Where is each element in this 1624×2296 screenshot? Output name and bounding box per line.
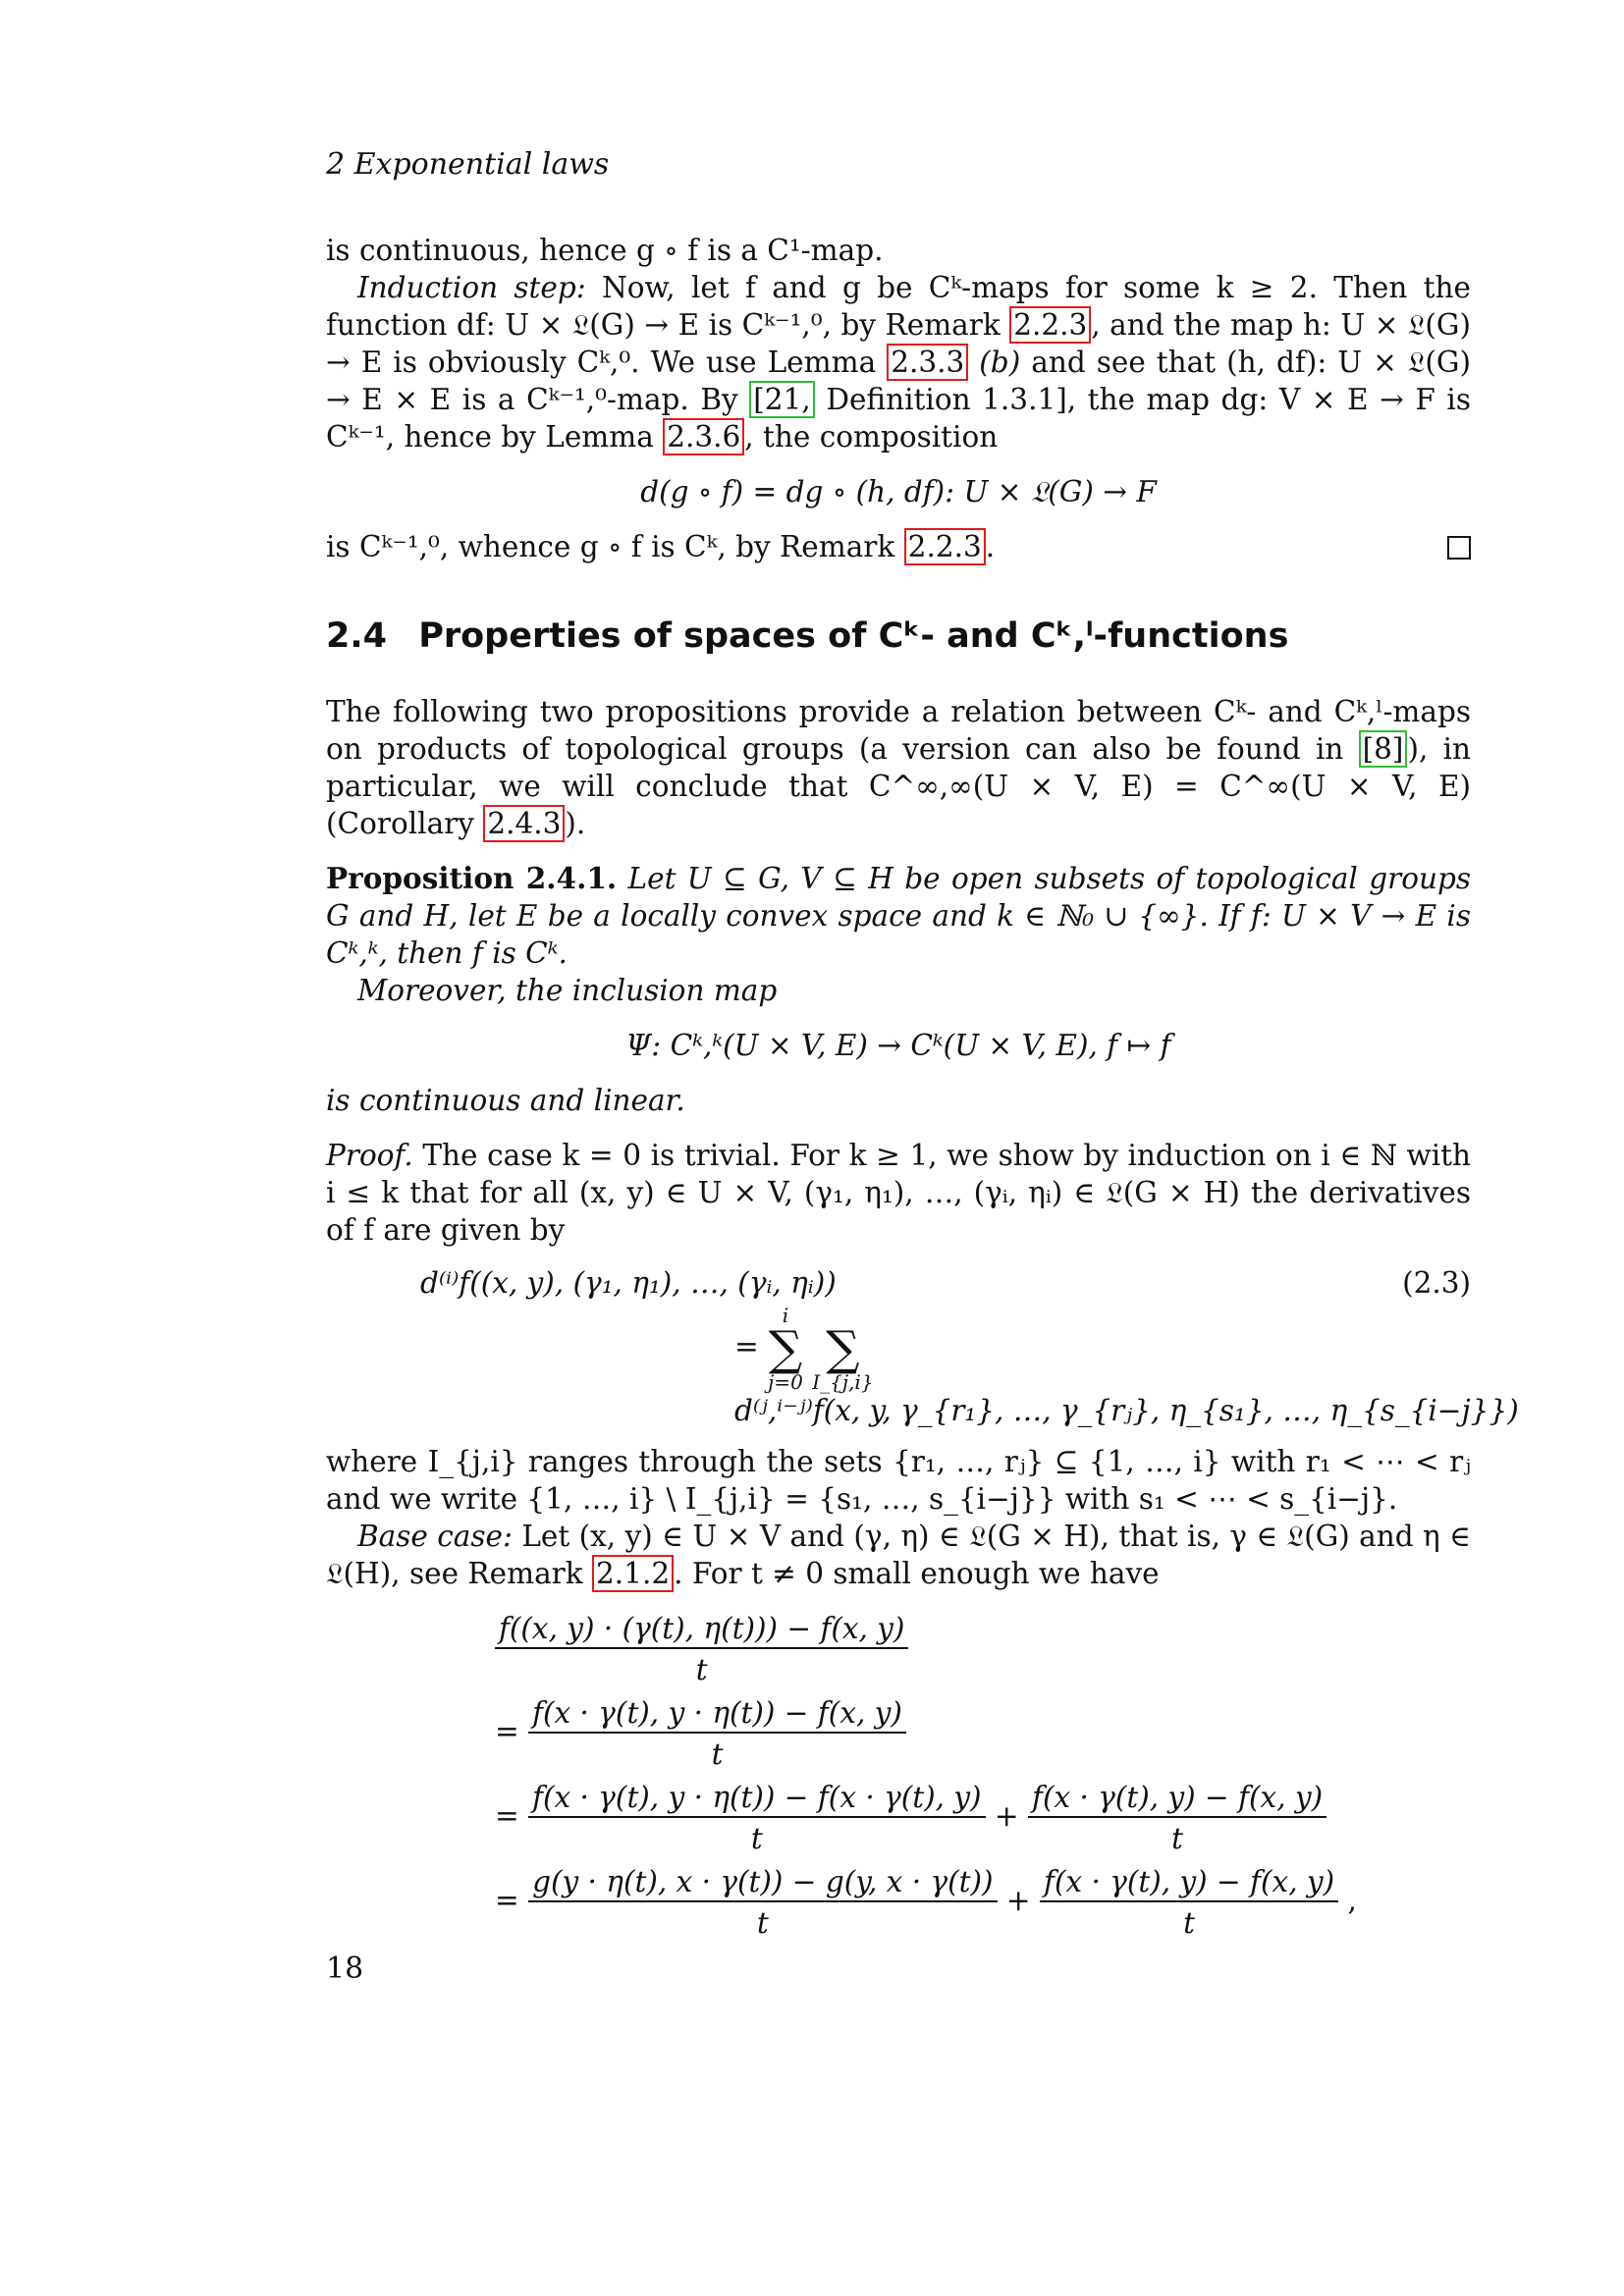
base-case-paragraph — [326, 1518, 1471, 1592]
sum-over-j — [768, 1306, 803, 1392]
frac-2 — [528, 1694, 906, 1773]
main-text — [326, 693, 1519, 1942]
ref-lemma-2-3-6[interactable]: 2.3.6 — [663, 418, 744, 455]
proposition-statement: Let U ⊆ G, V ⊆ H be open subsets of topological groups G and H, let E be a locally convex space and k ∈ ℕ₀ ∪ {∞}. If f: U × V → E is Cᵏ,ᵏ, then f is Cᵏ. — [326, 862, 1471, 970]
frac-4a-denominator: t — [756, 1906, 769, 1940]
proposition-moreover: Moreover, the inclusion map — [357, 974, 778, 1007]
proposition-label: Proposition 2.4.1. — [326, 861, 618, 895]
frac-3b — [1028, 1779, 1326, 1857]
induction-text-e: Definition 1.3.1], the map dg: V × E → F is Cᵏ⁻¹, hence by Lemma — [326, 383, 1471, 454]
induction-step-label: Induction step: — [357, 271, 586, 304]
eq-2-3-lhs: d⁽ⁱ⁾f((x, y), (γ₁, η₁), …, (γᵢ, ηᵢ)) — [420, 1266, 837, 1300]
intro-paragraph — [326, 693, 1471, 842]
sum-j-upper-limit: i — [782, 1304, 789, 1327]
derivation-line-3 — [495, 1779, 1471, 1857]
equation-2-3 — [326, 1264, 1471, 1302]
derivation-eq-4: = — [495, 1884, 519, 1917]
ref-corollary-2-4-3[interactable]: 2.4.3 — [483, 805, 565, 842]
page-number: 18 — [326, 1951, 364, 1986]
derivation-line-2 — [495, 1694, 1471, 1773]
frac-1 — [495, 1610, 908, 1688]
continuity-line: is continuous, hence g ∘ f is a C¹-map. — [326, 234, 884, 267]
derivation-eq-3: = — [495, 1799, 519, 1833]
proof-label: Proof. — [326, 1139, 413, 1172]
intro-text-c: ). — [565, 807, 586, 840]
ref-citation-8[interactable]: [8] — [1359, 730, 1408, 768]
frac-4b — [1040, 1863, 1338, 1942]
intro-text-a: The following two propositions provide a relation between Cᵏ- and Cᵏ,ˡ-maps on products of topological groups (a version can also be found in — [326, 695, 1471, 766]
induction-text-d: and see that (h, df): U × 𝔏(G) → E × E is a Cᵏ⁻¹,⁰-map. By — [326, 346, 1471, 416]
sum-I-lower-limit: I_{j,i} — [812, 1370, 874, 1394]
sigma-icon: ∑ — [768, 1321, 803, 1376]
running-head: 2 Exponential laws — [326, 147, 610, 182]
proposition-continuous-linear: is continuous and linear. — [326, 1084, 685, 1117]
derivation-block — [326, 1610, 1471, 1942]
frac-2-numerator: f(x · γ(t), y · η(t)) − f(x, y) — [528, 1694, 906, 1734]
frac-1-denominator: t — [695, 1653, 708, 1686]
eq-2-3-equals: = — [734, 1330, 759, 1363]
proof-paragraph — [326, 1137, 1471, 1249]
frac-3a-denominator: t — [750, 1822, 763, 1855]
proposition-2-4-1 — [326, 860, 1471, 972]
base-case-text-b: . For t ≠ 0 small enough we have — [674, 1557, 1160, 1590]
frac-1-numerator: f((x, y) · (γ(t), η(t))) − f(x, y) — [495, 1610, 908, 1649]
sum-j-lower-limit: j=0 — [768, 1370, 803, 1394]
eq-2-3-rhs-row — [326, 1304, 1519, 1429]
derivation-plus-3: + — [994, 1799, 1019, 1833]
frac-3b-denominator: t — [1171, 1822, 1184, 1855]
intro-text-b: ), in particular, we will conclude that C^∞,∞(U × V, E) = C^∞(U × V, E) (Corollary — [326, 732, 1472, 840]
display-equation-inclusion-map: Ψ: Cᵏ,ᵏ(U × V, E) → Cᵏ(U × V, E), f ↦ f — [625, 1029, 1171, 1062]
derivation-line-1 — [495, 1610, 1471, 1688]
closing-text-b: . — [985, 530, 996, 563]
sigma-icon-2: ∑ — [826, 1321, 860, 1376]
closing-text-a: is Cᵏ⁻¹,⁰, whence g ∘ f is Cᵏ, by Remark — [326, 530, 895, 563]
section-number: 2.4 — [326, 616, 388, 656]
derivation-trailing-comma: , — [1347, 1884, 1357, 1917]
ref-lemma-2-3-3[interactable]: 2.3.3 — [887, 344, 968, 381]
ref-remark-2-2-3-b[interactable]: 2.2.3 — [904, 528, 986, 565]
derivation-plus-4: + — [1005, 1884, 1031, 1917]
derivation-eq-2: = — [495, 1715, 519, 1748]
ref-citation-21[interactable]: [21, — [749, 381, 814, 418]
ref-remark-2-1-2[interactable]: 2.1.2 — [592, 1555, 674, 1592]
frac-4b-numerator: f(x · γ(t), y) − f(x, y) — [1040, 1863, 1338, 1902]
frac-3a-numerator: f(x · γ(t), y · η(t)) − f(x · γ(t), y) — [528, 1779, 985, 1818]
frac-4a-numerator: g(y · η(t), x · γ(t)) − g(y, x · γ(t)) — [528, 1863, 997, 1902]
closing-line — [326, 528, 1471, 565]
proof-text: The case k = 0 is trivial. For k ≥ 1, we show by induction on i ∈ ℕ with i ≤ k that for all (x, y) ∈ U × V, (γ₁, η₁), …, (γᵢ, ηᵢ) ∈ 𝔏(G × H) the derivatives of f are given by — [326, 1139, 1471, 1247]
qed-square-icon — [1447, 536, 1471, 560]
frac-3b-numerator: f(x · γ(t), y) − f(x, y) — [1028, 1779, 1326, 1818]
section-heading — [326, 616, 1288, 656]
frac-4a — [528, 1863, 997, 1942]
induction-text-c: (b) — [979, 346, 1021, 379]
frac-3a — [528, 1779, 985, 1857]
induction-text-a: Now, let f and g be Cᵏ-maps for some k ≥ 2. Then the function df: U × 𝔏(G) → E is Cᵏ⁻¹,⁰, by Remark — [326, 271, 1471, 342]
base-case-label: Base case: — [357, 1520, 513, 1553]
induction-text-b: , and the map h: U × 𝔏(G) → E is obviously Cᵏ,⁰. We use Lemma — [326, 308, 1471, 379]
where-paragraph: where I_{j,i} ranges through the sets {r₁, …, rⱼ} ⊆ {1, …, i} with r₁ < ⋯ < rⱼ and we write {1, …, i} \ I_{j,i} = {s₁, …, s_{i−j}} with s₁ < ⋯ < s_{i−j}. — [326, 1445, 1471, 1516]
induction-text-f: , the composition — [744, 420, 999, 454]
display-equation-composition: d(g ∘ f) = dg ∘ (h, df): U × 𝔏(G) → F — [640, 475, 1157, 508]
section-title: Properties of spaces of Cᵏ- and Cᵏ,ˡ-functions — [418, 616, 1289, 656]
derivation-line-4 — [495, 1863, 1471, 1942]
induction-step-paragraph — [326, 269, 1471, 455]
eq-2-3-number: (2.3) — [1402, 1266, 1471, 1300]
ref-remark-2-2-3-a[interactable]: 2.2.3 — [1009, 306, 1091, 344]
frac-4b-denominator: t — [1183, 1906, 1196, 1940]
sum-over-I — [812, 1306, 873, 1392]
top-paragraph — [326, 232, 1471, 565]
frac-2-denominator: t — [711, 1737, 724, 1771]
base-case-text-a: Let (x, y) ∈ U × V and (γ, η) ∈ 𝔏(G × H), that is, γ ∈ 𝔏(G) and η ∈ 𝔏(H), see Remark — [326, 1520, 1471, 1590]
eq-2-3-rhs-term: d⁽ʲ,ⁱ⁻ʲ⁾f(x, y, γ_{r₁}, …, γ_{rⱼ}, η_{s₁}, …, η_{s_{i−j}}) — [734, 1394, 1519, 1427]
